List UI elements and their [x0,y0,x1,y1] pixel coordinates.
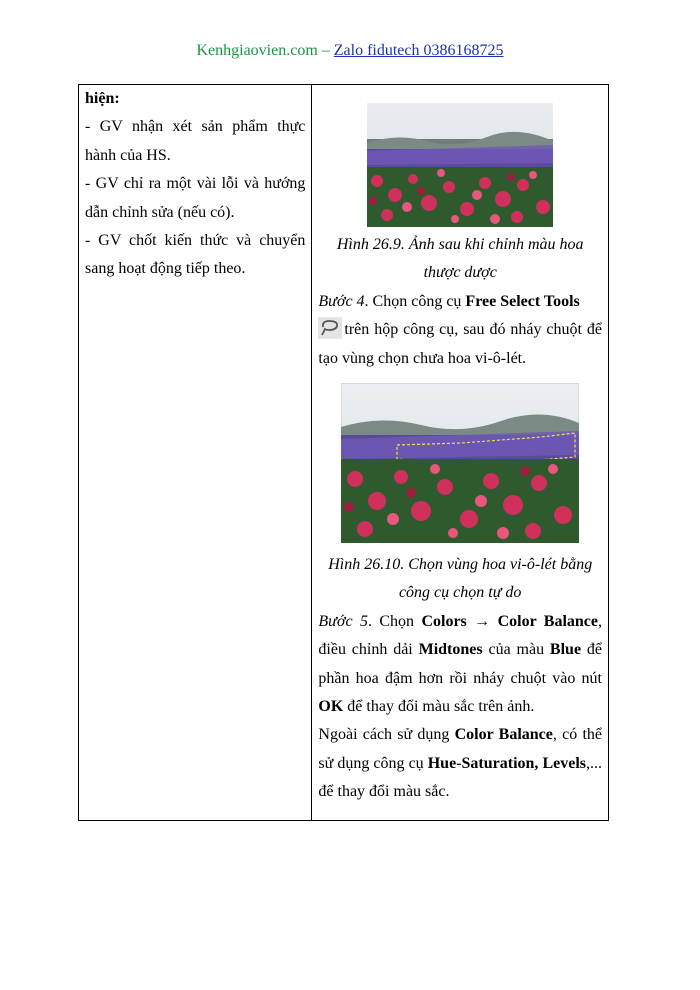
step-4 [318,288,602,373]
step-4-text-1: . Chọn công cụ [364,292,466,310]
dahlia-photo-1 [367,103,553,227]
step-4-tool: Free Select Tools [465,292,580,310]
step-5-text-5: để thay đổi màu sắc trên ảnh. [343,698,535,716]
header-site[interactable]: Kenhgiaovien.com [196,42,318,59]
step-5-menu: Colors → Color Balance [421,612,599,630]
step-5-range: Midtones [418,641,483,659]
step-5 [318,608,602,722]
step-5-text-3: của màu [482,641,550,659]
header-zalo-link[interactable]: Zalo fidutech 0386168725 [333,42,504,59]
step-5-label: Bước 5 [318,612,368,630]
content-table [78,84,609,821]
extra-bold-2: Hue-Saturation, Levels [427,754,587,772]
extra-bold-1: Color Balance [454,726,553,744]
left-line-1: - GV nhận xét sản phẩm thực hành của HS. [85,118,306,164]
left-column [79,85,312,821]
left-heading: hiện: [85,90,120,107]
free-select-tool-icon [318,317,342,339]
step-5-color: Blue [549,641,582,659]
extra-text-2: , có thể sử dụng công cụ [318,726,602,772]
step-5-ok: OK [318,698,344,716]
step-5-text-4: để phần hoa đậm hơn rồi nháy chuột vào nút [318,641,603,687]
step-5-text-2: , điều chỉnh dải [318,612,603,659]
figure-1-caption: Hình 26.9. Ảnh sau khi chỉnh màu hoa thược dược [336,236,584,282]
page-header [0,42,700,60]
step-5-text-1: . Chọn [367,612,422,630]
extra-note [318,721,602,806]
left-line-2: - GV chỉ ra một vài lỗi và hướng dẫn chỉnh sửa (nếu có). [85,175,306,221]
dahlia-photo-2 [341,383,579,543]
figure-2-caption: Hình 26.10. Chọn vùng hoa vi-ô-lét bằng công cụ chọn tự do [328,556,593,602]
extra-text-3: ,... để thay đổi màu sắc. [318,754,603,801]
step-4-text-2: trên hộp công cụ, sau đó nháy chuột để tạo vùng chọn chưa hoa vi-ô-lét. [318,321,602,367]
right-column [312,85,609,821]
step-4-label: Bước 4 [318,292,365,310]
left-line-3: - GV chốt kiến thức và chuyển sang hoạt động tiếp theo. [85,232,306,278]
extra-text-1: Ngoài cách sử dụng [318,726,455,744]
header-separator: – [317,42,334,59]
